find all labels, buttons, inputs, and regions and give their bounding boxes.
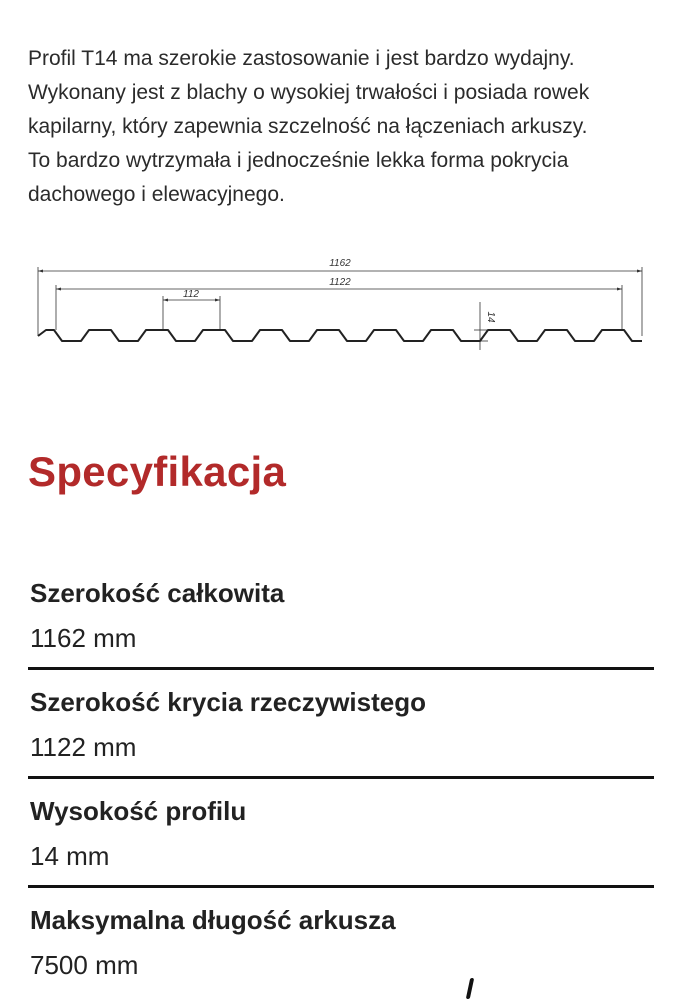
- product-description: [28, 42, 668, 212]
- spec-row-total-width: [0, 568, 682, 677]
- spec-row-max-sheet-length: [0, 895, 682, 1004]
- spec-value: 1162 mm: [30, 623, 137, 653]
- spec-label: Szerokość całkowita: [30, 578, 285, 608]
- description-line: kapilarny, który zapewnia szczelność na łączeniach arkuszy.: [28, 115, 588, 138]
- spec-label: Szerokość krycia rzeczywistego: [30, 687, 426, 717]
- description-line: Wykonany jest z blachy o wysokiej trwałości i posiada rowek: [28, 81, 590, 104]
- specification-list: [0, 568, 682, 1004]
- arrowhead: [215, 299, 220, 302]
- spec-value: 7500 mm: [30, 950, 139, 980]
- spec-divider: [28, 776, 654, 779]
- arrowhead: [56, 288, 61, 291]
- spec-value: 1122 mm: [30, 732, 137, 762]
- pitch-label: 112: [183, 289, 199, 300]
- spec-row-cover-width: [0, 677, 682, 786]
- height-label: 14: [485, 311, 496, 323]
- description-line: dachowego i elewacyjnego.: [28, 183, 285, 206]
- spec-label: Maksymalna długość arkusza: [30, 905, 396, 935]
- specification-heading: Specyfikacja: [28, 448, 287, 495]
- total-width-label: 1162: [329, 258, 351, 269]
- spec-divider: [28, 667, 654, 670]
- spec-label: Wysokość profilu: [30, 796, 247, 826]
- arrowhead: [38, 270, 43, 273]
- profile-drawing-svg: [30, 250, 655, 360]
- spec-row-profile-height: [0, 786, 682, 895]
- trapezoid-profile-line: [38, 330, 642, 341]
- spec-divider: [28, 885, 654, 888]
- arrowhead: [637, 270, 642, 273]
- arrowhead: [617, 288, 622, 291]
- description-line: Profil T14 ma szerokie zastosowanie i jest bardzo wydajny.: [28, 47, 575, 70]
- profile-cross-section-drawing: [30, 250, 655, 360]
- arrowhead: [163, 299, 168, 302]
- description-line: To bardzo wytrzymała i jednocześnie lekka forma pokrycia: [28, 149, 569, 172]
- cover-width-label: 1122: [329, 277, 351, 288]
- spec-value: 14 mm: [30, 841, 110, 871]
